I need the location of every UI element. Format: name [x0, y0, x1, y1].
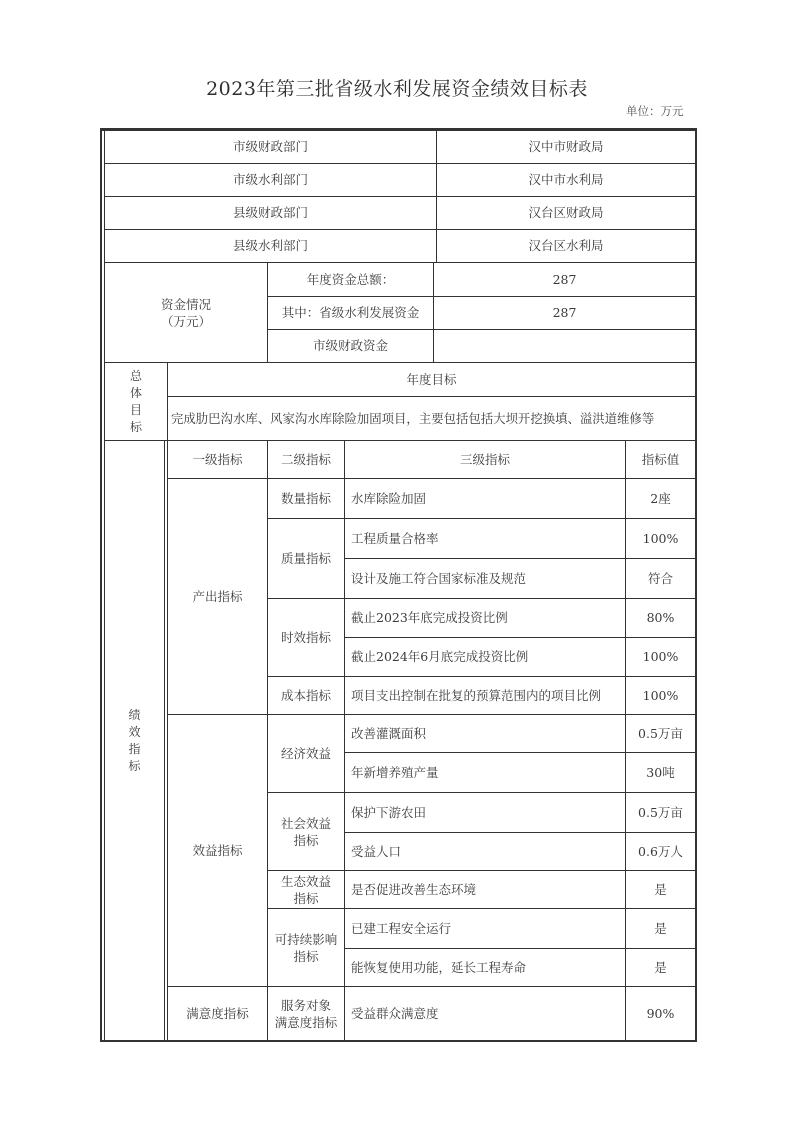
performance-label-char: 标	[128, 759, 141, 773]
county-water-label: 县级水利部门	[232, 238, 308, 253]
value-row-10: 0.6万人	[638, 843, 683, 859]
annual-goal-header: 年度目标	[406, 371, 457, 387]
total-funds-value: 287	[552, 271, 577, 287]
indicator-row-11: 是否促进改善生态环境	[351, 881, 477, 897]
level2-eco-line: 指标	[293, 890, 319, 906]
indicator-row-4: 截止2023年底完成投资比例	[351, 610, 508, 625]
value-row-5: 100%	[642, 649, 679, 664]
indicator-row-3: 设计及施工符合国家标准及规范	[351, 570, 527, 586]
value-row-1: 2座	[650, 490, 671, 506]
level1-satisfaction: 满意度指标	[186, 1005, 249, 1021]
city-water-value: 汉中市水利局	[528, 172, 604, 187]
overall-label-char: 标	[129, 419, 142, 434]
indicator-row-7: 改善灌溉面积	[351, 725, 427, 741]
value-row-12: 是	[654, 920, 667, 936]
level2-social-line: 社会效益	[280, 815, 331, 831]
indicator-row-9: 保护下游农田	[351, 804, 427, 820]
county-finance-label: 县级财政部门	[232, 205, 308, 220]
indicator-row-6: 项目支出控制在批复的预算范围内的项目比例	[351, 687, 602, 703]
level2-sustain-line: 指标	[293, 948, 319, 964]
level2-social	[268, 793, 344, 870]
funds-label-cell	[105, 263, 267, 362]
level2-service-line: 服务对象	[280, 997, 331, 1013]
value-row-13: 是	[654, 959, 667, 975]
level2-timeliness: 时效指标	[280, 629, 331, 645]
indicator-row-13: 能恢复使用功能，延长工程寿命	[351, 959, 527, 975]
level2-economic: 经济效益	[280, 745, 331, 761]
level2-eco-line: 生态效益	[280, 873, 331, 889]
value-row-11: 是	[654, 881, 667, 897]
city-finance-label: 市级财政部门	[232, 139, 308, 154]
county-finance-value: 汉台区财政局	[528, 205, 604, 220]
unit-note: 单位：万元	[626, 104, 684, 118]
provincial-funds-label: 其中：省级水利发展资金	[281, 305, 420, 320]
performance-label	[105, 441, 164, 1041]
annual-goal-text: 完成肋巴沟水库、风家沟水库除险加固项目，主要包括包括大坝开挖换填、溢洪道维修等	[171, 410, 655, 426]
indicator-row-2: 工程质量合格率	[351, 530, 439, 546]
level2-quantity: 数量指标	[280, 490, 331, 506]
overall-goal-label	[105, 363, 167, 440]
value-row-2: 100%	[642, 530, 679, 546]
indicator-row-1: 水库除险加固	[351, 490, 427, 506]
indicator-row-10: 受益人口	[351, 843, 402, 859]
level2-service-line: 满意度指标	[274, 1014, 338, 1030]
value-row-7: 0.5万亩	[638, 725, 683, 741]
performance-label-char: 效	[128, 725, 141, 739]
col-header-value: 指标值	[641, 451, 680, 467]
performance-label-char: 指	[128, 742, 141, 756]
level2-sustainability	[268, 909, 344, 986]
value-row-6: 100%	[642, 687, 679, 703]
overall-label-char: 目	[129, 402, 142, 417]
indicator-row-8: 年新增养殖产量	[351, 764, 439, 780]
overall-label-char: 总	[129, 368, 142, 383]
city-finance-value: 汉中市财政局	[528, 139, 604, 154]
overall-label-char: 体	[129, 385, 142, 400]
performance-label-char: 绩	[128, 708, 141, 722]
value-row-9: 0.5万亩	[638, 804, 683, 820]
col-header-level2: 二级指标	[280, 451, 331, 467]
funds-label-unit: （万元）	[160, 313, 211, 329]
level2-social-line: 指标	[293, 832, 319, 848]
provincial-funds-value: 287	[552, 305, 577, 320]
county-water-value: 汉台区水利局	[528, 238, 604, 253]
level1-output: 产出指标	[192, 588, 243, 604]
city-funds-label: 市级财政资金	[312, 338, 388, 353]
indicator-row-14: 受益群众满意度	[351, 1005, 439, 1021]
level1-benefit: 效益指标	[192, 842, 243, 858]
col-header-level1: 一级指标	[192, 451, 243, 467]
value-row-3: 符合	[647, 570, 673, 586]
value-row-14: 90%	[646, 1005, 675, 1021]
level2-quality: 质量指标	[280, 550, 331, 566]
value-row-4: 80%	[646, 610, 675, 625]
city-water-label: 市级水利部门	[232, 172, 308, 187]
level2-service-satisfaction	[268, 987, 344, 1040]
level2-ecological	[268, 871, 344, 908]
document-title: 2023年第三批省级水利发展资金绩效目标表	[206, 78, 588, 100]
indicator-row-12: 已建工程安全运行	[351, 920, 452, 936]
level2-sustain-line: 可持续影响	[274, 931, 338, 947]
col-header-level3: 三级指标	[459, 451, 510, 467]
city-funds-value	[434, 330, 695, 362]
level2-cost: 成本指标	[280, 687, 331, 703]
value-row-8: 30吨	[646, 764, 675, 780]
total-funds-label: 年度资金总额：	[306, 271, 395, 287]
indicator-row-5: 截止2024年6月底完成投资比例	[351, 649, 529, 664]
funds-label: 资金情况	[160, 296, 211, 312]
